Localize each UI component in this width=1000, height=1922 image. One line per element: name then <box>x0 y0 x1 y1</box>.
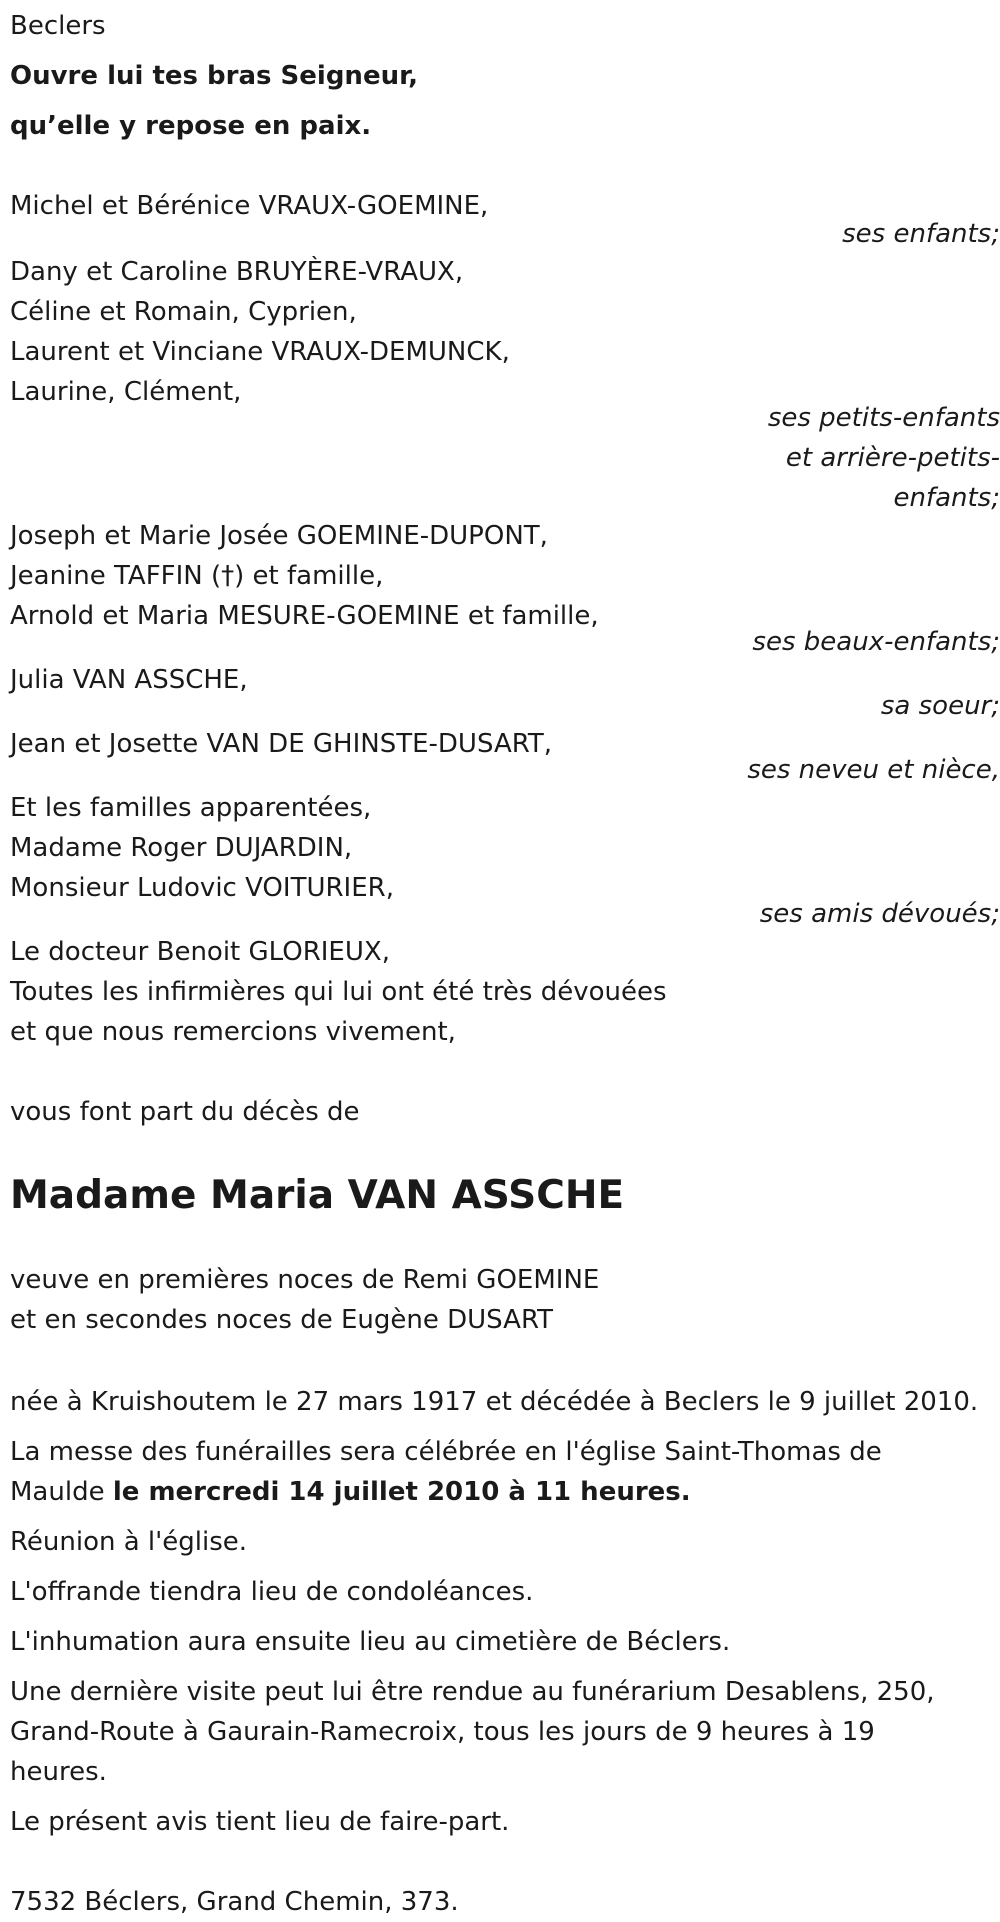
announcement-intro: vous font part du décès de <box>10 1097 360 1127</box>
grandchildren-relation-2: et arrière-petits- <box>785 443 1000 473</box>
nephew-niece-name-1: Jean et Josette VAN DE GHINSTE-DUSART, <box>10 729 553 759</box>
widow-line-1: veuve en premières noces de Remi GOEMINE <box>10 1265 600 1295</box>
children-name-1: Michel et Bérénice VRAUX-GOEMINE, <box>10 191 489 221</box>
friends-name-1: Et les familles apparentées, <box>10 793 372 823</box>
deceased-name: Madame Maria VAN ASSCHE <box>10 1173 625 1218</box>
burial-line: L'inhumation aura ensuite lieu au cimetière de Béclers. <box>10 1627 731 1657</box>
place-header: Beclers <box>10 11 106 41</box>
grandchildren-name-3: Laurent et Vinciane VRAUX-DEMUNCK, <box>10 337 510 367</box>
in-laws-name-3: Arnold et Maria MESURE-GOEMINE et famille, <box>10 601 599 631</box>
grandchildren-name-1: Dany et Caroline BRUYÈRE-VRAUX, <box>10 257 464 287</box>
verse-line-2: qu’elle y repose en paix. <box>10 111 372 141</box>
nephew-niece-relation: ses neveu et nièce, <box>747 755 1000 785</box>
sister-relation: sa soeur; <box>880 691 1000 721</box>
sister-name-1: Julia VAN ASSCHE, <box>10 665 248 695</box>
meeting-line: Réunion à l'église. <box>10 1527 248 1557</box>
verse-line-1: Ouvre lui tes bras Seigneur, <box>10 61 418 91</box>
birth-death-line: née à Kruishoutem le 27 mars 1917 et décédée à Beclers le 9 juillet 2010. <box>10 1387 979 1417</box>
offering-line: L'offrande tiendra lieu de condoléances. <box>10 1577 534 1607</box>
grandchildren-relation-1: ses petits-enfants <box>767 403 1000 433</box>
grandchildren-name-2: Céline et Romain, Cyprien, <box>10 297 357 327</box>
in-laws-relation: ses beaux-enfants; <box>752 627 1000 657</box>
mass-paragraph <box>10 1432 970 1512</box>
notice-line: Le présent avis tient lieu de faire-part. <box>10 1807 510 1837</box>
friends-relation: ses amis dévoués; <box>759 899 1000 929</box>
friends-name-3: Monsieur Ludovic VOITURIER, <box>10 873 394 903</box>
care-name-1: Le docteur Benoit GLORIEUX, <box>10 937 390 967</box>
in-laws-name-2: Jeanine TAFFIN (†) et famille, <box>10 561 384 591</box>
in-laws-name-1: Joseph et Marie Josée GOEMINE-DUPONT, <box>10 521 548 551</box>
care-name-3: et que nous remercions vivement, <box>10 1017 456 1047</box>
address-line: 7532 Béclers, Grand Chemin, 373. <box>10 1887 459 1917</box>
mass-text: La messe des funérailles sera célébrée en l'église Saint-Thomas de Maulde <box>10 1437 882 1507</box>
widow-line-2: et en secondes noces de Eugène DUSART <box>10 1305 554 1335</box>
grandchildren-relation-3: enfants; <box>893 483 1000 513</box>
friends-name-2: Madame Roger DUJARDIN, <box>10 833 353 863</box>
mass-date: le mercredi 14 juillet 2010 à 11 heures. <box>112 1477 691 1507</box>
children-relation: ses enfants; <box>842 219 1000 249</box>
grandchildren-name-4: Laurine, Clément, <box>10 377 242 407</box>
visit-paragraph: Une dernière visite peut lui être rendue au funérarium Desablens, 250, Grand-Route à Gaurain-Ramecroix, tous les jours de 9 heures à 19 heures. <box>10 1677 935 1787</box>
care-name-2: Toutes les infirmières qui lui ont été très dévouées <box>10 977 667 1007</box>
